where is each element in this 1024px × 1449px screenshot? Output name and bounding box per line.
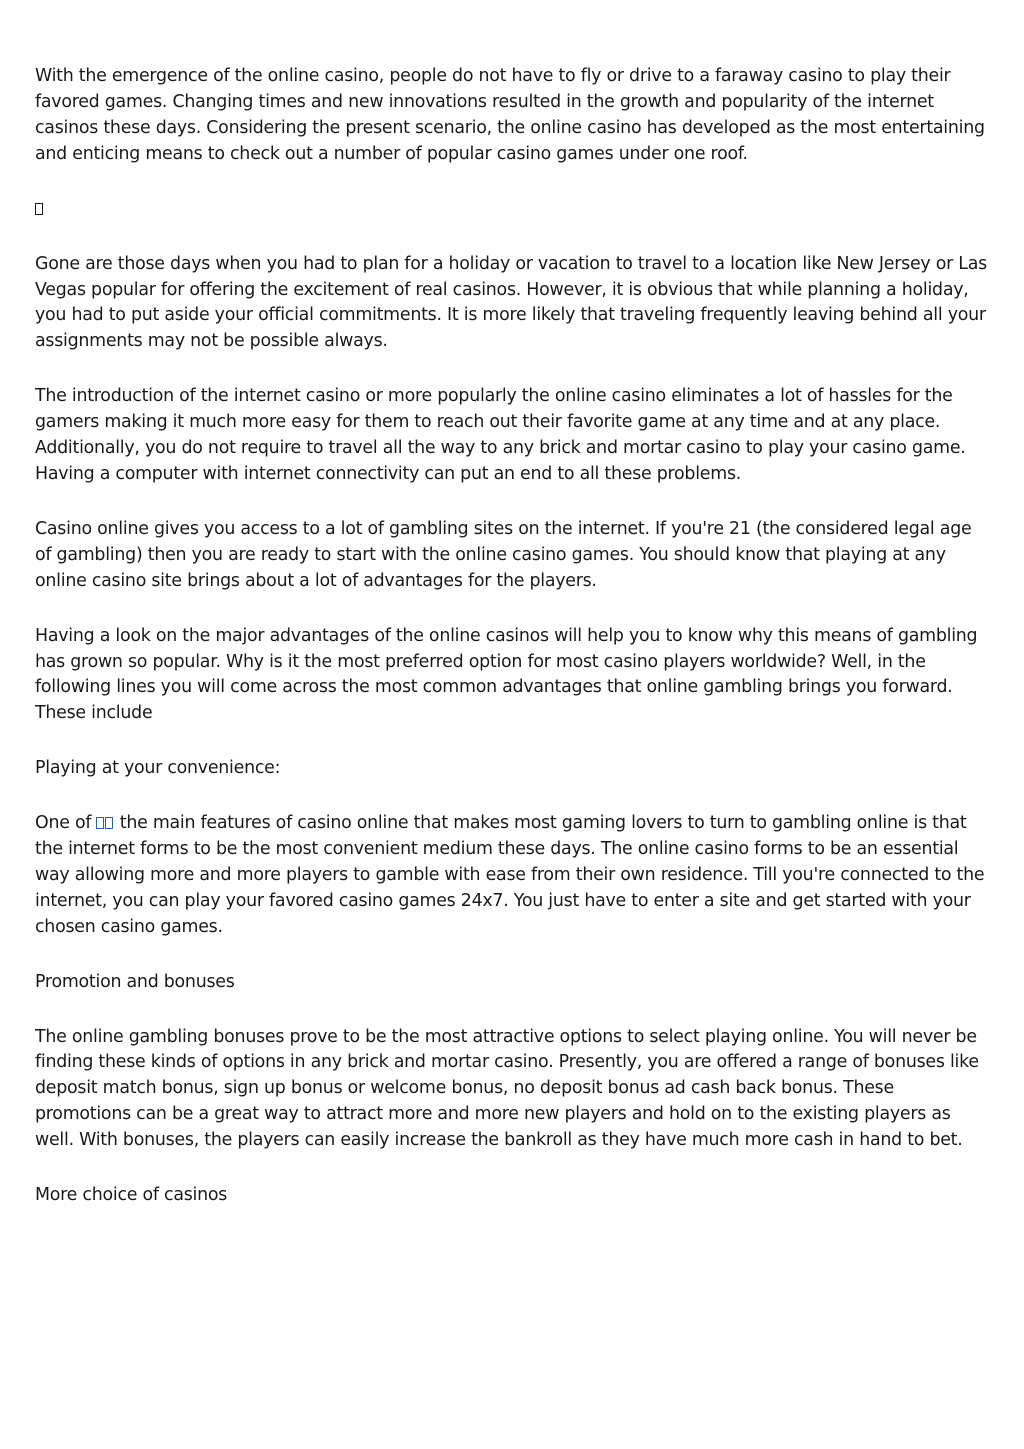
document-body — [35, 64, 991, 1238]
paragraph-access: Casino online gives you access to a lot of gambling sites on the internet. If you're 21 (the considered legal age of gambling) then you are ready to start with the online casino games. You should know that playing at any online casino site brings about a lot of advantages for the players. — [35, 518, 972, 591]
convenience-text-start: One of — [35, 813, 97, 834]
inline-link[interactable] — [96, 813, 114, 833]
heading-choice: More choice of casinos — [35, 1185, 228, 1206]
heading-promotion: Promotion and bonuses — [35, 971, 235, 992]
link-glyph-icon — [105, 817, 113, 829]
paragraph-intro: With the emergence of the online casino, people do not have to fly or drive to a faraway casino to play their favored games. Changing times and new innovations resulted in the growth and popularity of the internet casinos these days. Considering the present scenario, the online casino has developed as the most entertaining and enticing means to check out a number of popular casino games under one roof. — [35, 66, 985, 164]
paragraph-convenience — [35, 811, 991, 941]
link-glyph-icon — [96, 817, 104, 829]
heading-convenience: Playing at your convenience: — [35, 758, 281, 779]
paragraph-travel: Gone are those days when you had to plan for a holiday or vacation to travel to a location like New Jersey or Las Vegas popular for offering the excitement of real casinos. However, it is obvious that while planning a holiday, you had to put aside your official commitments. It is more likely that traveling frequently leaving behind all your assignments may not be possible always. — [35, 253, 987, 352]
paragraph-promotion: The online gambling bonuses prove to be the most attractive options to select playing online. You will never be finding these kinds of options in any brick and mortar casino. Presently, you are offered a range of bonuses like deposit match bonus, sign up bonus or welcome bonus, no deposit bonus ad cash back bonus. These promotions can be a great way to attract more and more new players and hold on to the existing players as well. With bonuses, the players can easily increase the bankroll as they have much more cash in hand to bet. — [35, 1026, 979, 1151]
paragraph-advantages: Having a look on the major advantages of the online casinos will help you to know why this means of gambling has grown so popular. Why is it the most preferred option for most casino players worldwide? Well, in the following lines you will come across the most common advantages that online gambling brings you forward. These include — [35, 625, 978, 724]
missing-glyph-line — [35, 197, 991, 223]
paragraph-introduction: The introduction of the internet casino or more popularly the online casino eliminates a lot of hassles for the gamers making it much more easy for them to reach out their favorite game at any time and at any place. Additionally, you do not require to travel all the way to any brick and mortar casino to play your casino game. Having a computer with internet connectivity can put an end to all these problems. — [35, 386, 966, 484]
missing-glyph-icon — [35, 203, 43, 215]
convenience-text-end: the main features of casino online that makes most gaming lovers to turn to gambling online is that the internet forms to be the most convenient medium these days. The online casino forms to be an essential way allowing more and more players to gamble with ease from their own residence. Till you're connected to the internet, you can play your favored casino games 24x7. You just have to enter a site and get started with your chosen casino games. — [35, 813, 985, 937]
